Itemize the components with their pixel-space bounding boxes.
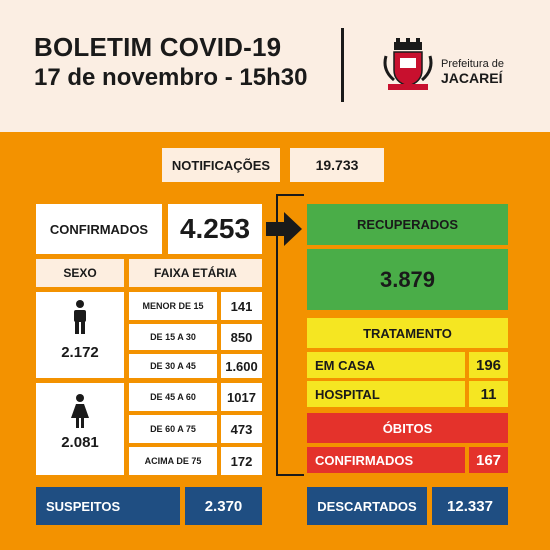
age-value-2: 1.600	[221, 354, 262, 378]
bracket-top	[276, 194, 304, 196]
age-label-3: DE 45 A 60	[129, 383, 217, 411]
hospital-value: 11	[469, 381, 508, 407]
male-person-icon	[70, 300, 90, 334]
age-value-1: 850	[221, 324, 262, 350]
logo-line-2: JACAREÍ	[441, 70, 503, 86]
notificacoes-value: 19.733	[290, 148, 384, 182]
age-value-3: 1017	[221, 383, 262, 411]
obitos-label: ÓBITOS	[307, 413, 508, 443]
suspeitos-value: 2.370	[185, 487, 262, 525]
header-divider	[341, 28, 344, 102]
female-person-icon	[70, 394, 90, 428]
sexo-header: SEXO	[36, 259, 124, 287]
logo-line-1: Prefeitura de	[441, 58, 504, 70]
age-label-4: DE 60 A 75	[129, 415, 217, 443]
age-value-5: 172	[221, 447, 262, 475]
obitos-confirmados-value: 167	[469, 447, 508, 473]
bulletin-title: BOLETIM COVID-19	[34, 32, 282, 62]
descartados-label: DESCARTADOS	[307, 487, 427, 525]
male-count: 2.172	[61, 343, 99, 361]
bracket-vertical	[276, 194, 278, 476]
recuperados-label: RECUPERADOS	[307, 204, 508, 245]
em-casa-label: EM CASA	[307, 352, 465, 378]
city-crest-icon	[380, 36, 436, 92]
notificacoes-label: NOTIFICAÇÕES	[162, 148, 280, 182]
age-label-2: DE 30 A 45	[129, 354, 217, 378]
em-casa-value: 196	[469, 352, 508, 378]
age-label-5: ACIMA DE 75	[129, 447, 217, 475]
confirmados-label: CONFIRMADOS	[36, 204, 162, 254]
bulletin-date: 17 de novembro - 15h30	[34, 64, 308, 91]
hospital-label: HOSPITAL	[307, 381, 465, 407]
confirmados-value: 4.253	[168, 204, 262, 254]
descartados-value: 12.337	[432, 487, 508, 525]
age-value-4: 473	[221, 415, 262, 443]
recuperados-value: 3.879	[307, 249, 508, 310]
bracket-bottom	[276, 474, 304, 476]
female-count: 2.081	[61, 433, 99, 451]
obitos-confirmados-label: CONFIRMADOS	[307, 447, 465, 473]
faixa-etaria-header: FAIXA ETÁRIA	[129, 259, 262, 287]
right-arrow-icon	[266, 212, 302, 246]
age-label-1: DE 15 A 30	[129, 324, 217, 350]
suspeitos-label: SUSPEITOS	[36, 487, 180, 525]
age-label-0: MENOR DE 15	[129, 292, 217, 320]
age-value-0: 141	[221, 292, 262, 320]
tratamento-label: TRATAMENTO	[307, 318, 508, 348]
header-bar	[0, 0, 550, 132]
